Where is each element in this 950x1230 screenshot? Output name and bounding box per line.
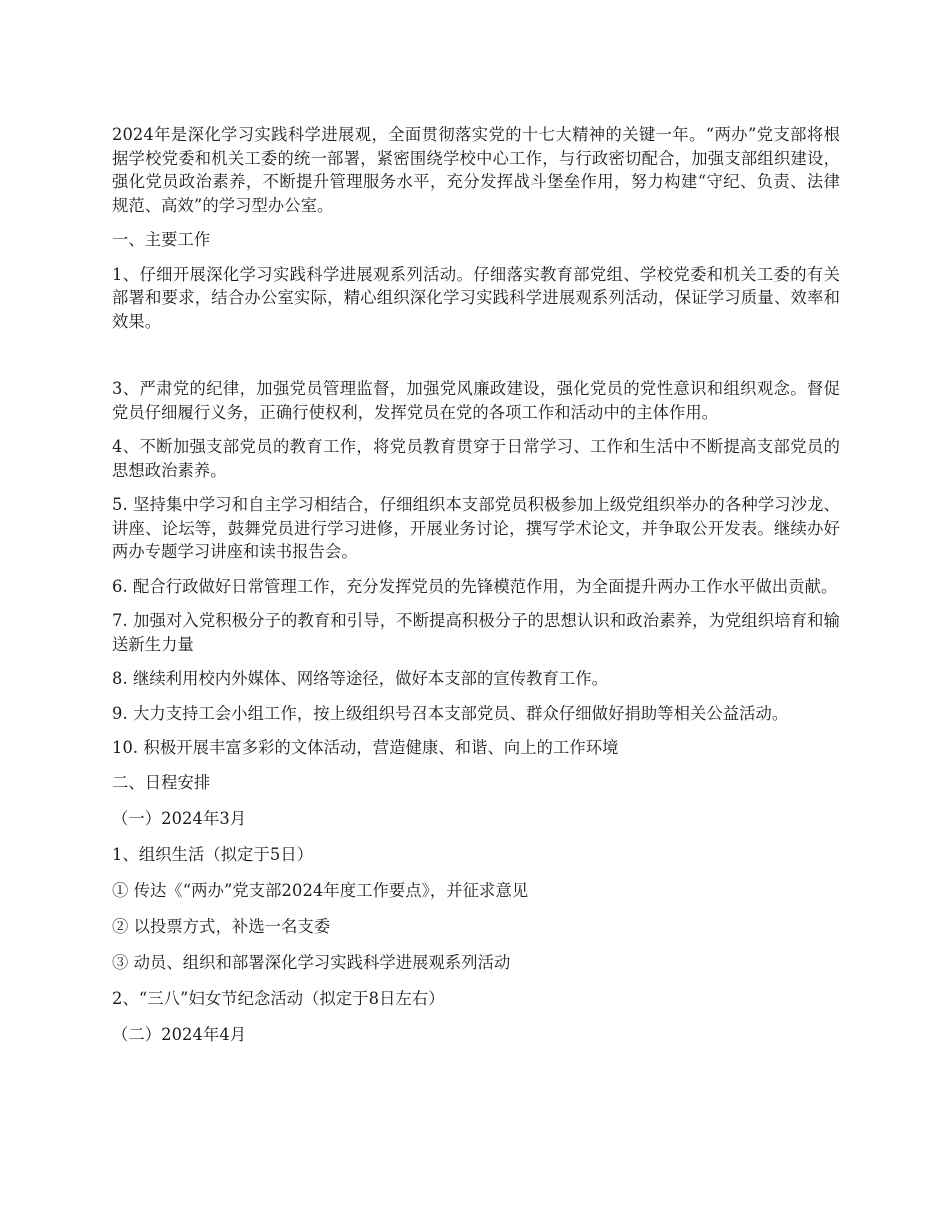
schedule-item-org-life: 1、组织生活（拟定于5日） (112, 844, 314, 864)
schedule-subitem-3: ③ 动员、组织和部署深化学习实践科学进展观系列活动 (112, 952, 511, 972)
work-item-4: 4、不断加强支部党员的教育工作，将党员教育贯穿于日常学习、工作和生活中不断提高支部党员的思想政治素养。 (112, 437, 840, 480)
schedule-subitem-1: ① 传达《“两办”党支部2024年度工作要点》，并征求意见 (112, 880, 529, 900)
work-item-9: 9. 大力支持工会小组工作，按上级组织号召本支部党员、群众仔细做好捐助等相关公益活动。 (112, 703, 789, 723)
document-body (112, 123, 840, 1059)
work-item-1: 1、仔细开展深化学习实践科学进展观系列活动。仔细落实教育部党组、学校党委和机关工委的有关部署和要求，结合办公室实际，精心组织深化学习实践科学进展观系列活动，保证学习质量、效率和效果。 (112, 264, 840, 331)
work-item-10: 10. 积极开展丰富多彩的文体活动，营造健康、和谐、向上的工作环境 (112, 738, 619, 757)
work-item-6: 6. 配合行政做好日常管理工作，充分发挥党员的先锋模范作用，为全面提升两办工作水平做出贡献。 (112, 576, 838, 596)
work-item-3: 3、严肃党的纪律，加强党员管理监督，加强党风廉政建设，强化党员的党性意识和组织观念。督促党员仔细履行义务，正确行使权利，发挥党员在党的各项工作和活动中的主体作用。 (112, 379, 840, 422)
schedule-subitem-2: ② 以投票方式，补选一名支委 (112, 916, 331, 936)
section-heading-main-work: 一、主要工作 (112, 230, 211, 249)
schedule-month-march: （一）2024年3月 (112, 808, 247, 828)
section-heading-schedule: 二、日程安排 (112, 772, 211, 792)
work-item-8: 8. 继续利用校内外媒体、网络等途径，做好本支部的宣传教育工作。 (112, 669, 609, 688)
work-item-5: 5. 坚持集中学习和自主学习相结合，仔细组织本支部党员积极参加上级党组织举办的各种学习沙龙、讲座、论坛等，鼓舞党员进行学习进修，开展业务讨论，撰写学术论文，并争取公开发表。继续办好两办专题学习讲座和读书报告会。 (112, 495, 840, 561)
blank-gap (112, 344, 840, 377)
work-item-7: 7. 加强对入党积极分子的教育和引导，不断提高积极分子的思想认识和政治素养，为党组织培育和输送新生力量 (112, 611, 840, 654)
schedule-item-womens-day: 2、“三八”妇女节纪念活动（拟定于8日左右） (112, 988, 445, 1008)
schedule-month-april: （二）2024年4月 (112, 1024, 247, 1044)
intro-paragraph: 2024年是深化学习实践科学进展观，全面贯彻落实党的十七大精神的关键一年。“两办”党支部将根据学校党委和机关工委的统一部署，紧密围绕学校中心工作，与行政密切配合，加强支部组织建设，强化党员政治素养，不断提升管理服务水平，充分发挥战斗堡垒作用，努力构建“守纪、负责、法律规范、高效”的学习型办公室。 (112, 125, 840, 215)
